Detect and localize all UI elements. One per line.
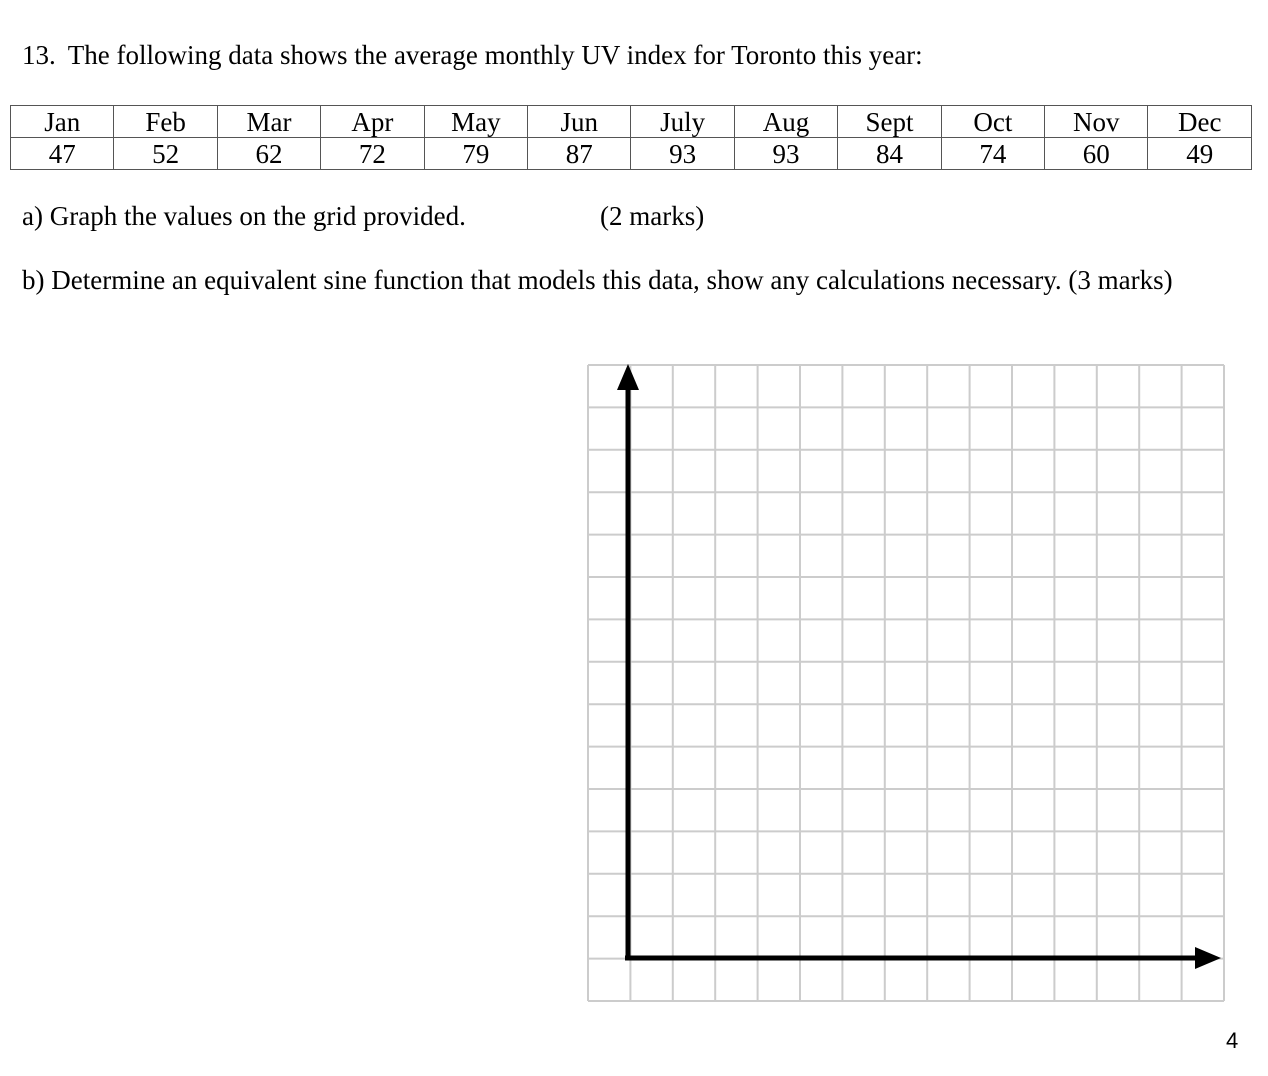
axes [617, 364, 1221, 969]
month-cell: Mar [217, 106, 320, 138]
month-cell: Dec [1148, 106, 1252, 138]
part-b-text: b) Determine an equivalent sine function that models this data, show any calculations necessary. (3 marks) [22, 265, 1173, 295]
month-cell: Jun [528, 106, 631, 138]
month-cell: Sept [838, 106, 941, 138]
month-cell: May [424, 106, 527, 138]
month-cell: July [631, 106, 734, 138]
month-cell: Nov [1045, 106, 1148, 138]
value-row [11, 138, 1252, 170]
value-cell: 49 [1148, 138, 1252, 170]
value-cell: 47 [11, 138, 114, 170]
value-cell: 62 [217, 138, 320, 170]
part-a [22, 201, 705, 232]
value-cell: 72 [321, 138, 424, 170]
value-cell: 84 [838, 138, 941, 170]
month-row [11, 106, 1252, 138]
grid-lines [588, 365, 1224, 1001]
month-cell: Apr [321, 106, 424, 138]
value-cell: 60 [1045, 138, 1148, 170]
value-cell: 87 [528, 138, 631, 170]
x-axis-arrow-icon [1195, 947, 1221, 969]
graph-grid[interactable] [585, 360, 1230, 1008]
question-text: The following data shows the average monthly UV index for Toronto this year: [67, 40, 923, 70]
value-cell: 74 [941, 138, 1044, 170]
question-title [22, 40, 923, 71]
uv-data-table [10, 105, 1252, 170]
month-cell: Feb [114, 106, 217, 138]
value-cell: 93 [734, 138, 837, 170]
part-b [22, 265, 1173, 296]
month-cell: Jan [11, 106, 114, 138]
part-a-marks: (2 marks) [600, 201, 705, 231]
part-a-text: a) Graph the values on the grid provided. [22, 201, 466, 231]
page-number: 4 [1226, 1028, 1239, 1053]
y-axis-arrow-icon [617, 364, 639, 390]
month-cell: Aug [734, 106, 837, 138]
question-number: 13. [22, 40, 56, 70]
value-cell: 79 [424, 138, 527, 170]
value-cell: 52 [114, 138, 217, 170]
month-cell: Oct [941, 106, 1044, 138]
value-cell: 93 [631, 138, 734, 170]
